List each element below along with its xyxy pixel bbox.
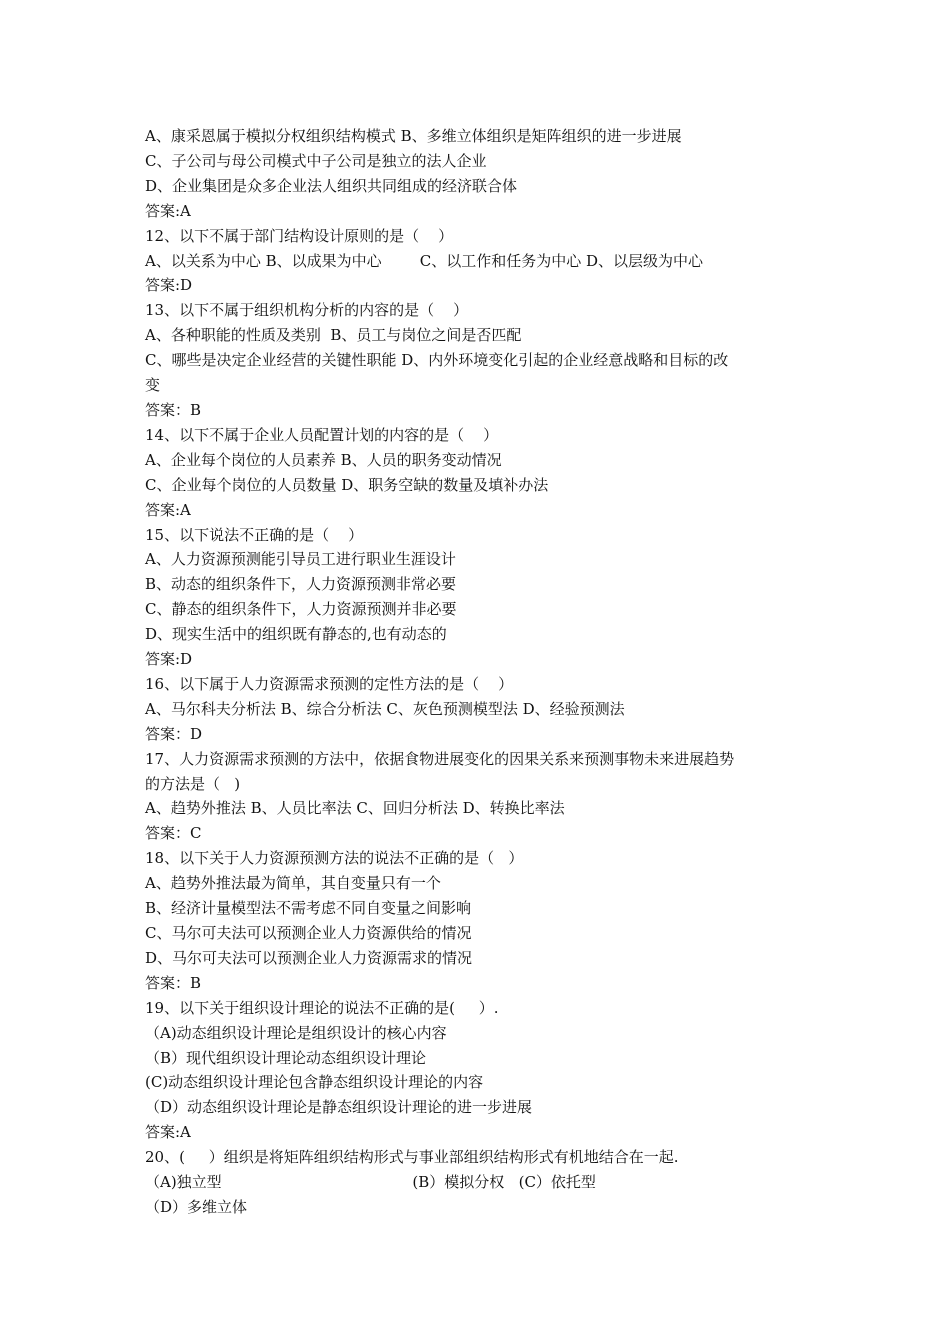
text-line: C、企业每个岗位的人员数量 D、职务空缺的数量及填补办法 bbox=[145, 475, 549, 494]
answer-line: 答案:D bbox=[145, 276, 193, 295]
text-line: A、马尔科夫分析法 B、综合分析法 C、灰色预测模型法 D、经验预测法 bbox=[145, 699, 625, 718]
text-line: C、哪些是决定企业经营的关键性职能 D、内外环境变化引起的企业经意战略和目标的改 bbox=[145, 351, 729, 370]
text-line: A、趋势外推法 B、人员比率法 C、回归分析法 D、转换比率法 bbox=[145, 799, 565, 818]
text-line: C、马尔可夫法可以预测企业人力资源供给的情况 bbox=[145, 924, 472, 942]
question-line: 13、以下不属于组织机构分析的内容的是（ ） bbox=[145, 301, 469, 320]
text-line: (C)动态组织设计理论包含静态组织设计理论的内容 bbox=[145, 1073, 484, 1092]
text-line: A、以关系为中心 B、以成果为中心 C、以工作和任务为中心 D、以层级为中心 bbox=[145, 251, 704, 270]
text-line: （D）动态组织设计理论是静态组织设计理论的进一步进展 bbox=[145, 1098, 533, 1117]
answer-line: 答案:A bbox=[145, 1123, 191, 1142]
text-line: D、现实生活中的组织既有静态的,也有动态的 bbox=[145, 625, 447, 644]
answer-line: 答案：C bbox=[145, 824, 202, 843]
answer-line: 答案：B bbox=[145, 973, 202, 992]
answer-line: 答案:D bbox=[145, 650, 193, 669]
text-line: （A)独立型 (B）模拟分权 (C）依托型 bbox=[145, 1173, 596, 1192]
text-line: （A)动态组织设计理论是组织设计的核心内容 bbox=[145, 1023, 447, 1042]
question-line: 15、以下说法不正确的是（ ） bbox=[145, 525, 364, 544]
text-line: 变 bbox=[145, 376, 161, 395]
answer-line: 答案:A bbox=[145, 201, 191, 220]
text-line: A、趋势外推法最为简单，其自变量只有一个 bbox=[145, 874, 441, 893]
question-line: 14、以下不属于企业人员配置计划的内容的是（ ） bbox=[145, 425, 499, 444]
text-line: A、人力资源预测能引导员工进行职业生涯设计 bbox=[145, 550, 456, 569]
text-line: B、经济计量模型法不需考虑不同自变量之间影响 bbox=[145, 899, 472, 918]
answer-line: 答案：B bbox=[145, 400, 202, 419]
answer-line: 答案：D bbox=[145, 724, 203, 743]
text-line: （D）多维立体 bbox=[145, 1197, 248, 1216]
text-line: D、马尔可夫法可以预测企业人力资源需求的情况 bbox=[145, 948, 473, 967]
question-line: 16、以下属于人力资源需求预测的定性方法的是（ ） bbox=[145, 674, 514, 693]
text-line: D、企业集团是众多企业法人组织共同组成的经济联合体 bbox=[145, 176, 518, 195]
text-line: A、企业每个岗位的人员素养 B、人员的职务变动情况 bbox=[145, 450, 502, 469]
text-line: A、康采恩属于模拟分权组织结构模式 B、多维立体组织是矩阵组织的进一步进展 bbox=[145, 127, 682, 145]
question-line: 的方法是（ ) bbox=[145, 774, 241, 793]
text-line: A、各种职能的性质及类别 B、员工与岗位之间是否匹配 bbox=[145, 326, 522, 345]
text-line: B、动态的组织条件下，人力资源预测非常必要 bbox=[145, 575, 457, 594]
text-line: C、子公司与母公司模式中子公司是独立的法人企业 bbox=[145, 151, 487, 170]
question-line: 17、人力资源需求预测的方法中，依据食物进展变化的因果关系来预测事物未来进展趋势 bbox=[145, 749, 735, 768]
question-line: 20、( ）组织是将矩阵组织结构形式与事业部组织结构形式有机地结合在一起. bbox=[145, 1148, 679, 1167]
question-line: 12、以下不属于部门结构设计原则的是（ ） bbox=[145, 226, 454, 245]
question-line: 19、以下关于组织设计理论的说法不正确的是( ）. bbox=[145, 998, 499, 1017]
document-body bbox=[145, 124, 825, 1220]
text-line: C、静态的组织条件下，人力资源预测并非必要 bbox=[145, 600, 457, 619]
question-line: 18、以下关于人力资源预测方法的说法不正确的是（ ） bbox=[145, 849, 524, 868]
text-line: （B）现代组织设计理论动态组织设计理论 bbox=[145, 1048, 427, 1067]
answer-line: 答案:A bbox=[145, 500, 191, 519]
